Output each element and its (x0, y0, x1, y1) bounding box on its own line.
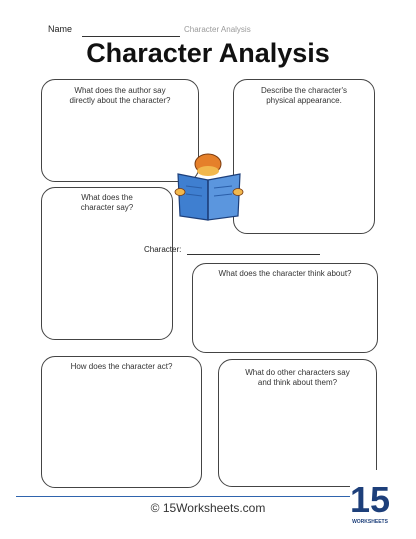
box-character-says[interactable] (41, 187, 173, 340)
footer-divider (16, 496, 356, 497)
box-question: How does the character act? (70, 362, 173, 371)
box-character-thinks[interactable] (192, 263, 378, 353)
footer-copyright: © 15Worksheets.com (150, 501, 266, 515)
reading-character-icon (172, 152, 248, 224)
logo-text: WORKSHEETS (352, 519, 388, 525)
header-subtitle: Character Analysis (184, 25, 251, 34)
name-line[interactable] (82, 36, 180, 37)
box-question: What do other characters say and think about them? (245, 368, 350, 387)
box-question: What does the character say? (80, 193, 134, 212)
box-question: What does the author say directly about the character? (69, 86, 171, 105)
box-others-think[interactable] (218, 359, 377, 487)
box-physical-appearance[interactable] (233, 79, 375, 234)
character-label: Character: (144, 245, 182, 254)
box-question: Describe the character's physical appearance. (260, 86, 347, 105)
logo-number: 15 (350, 479, 390, 520)
box-question: What does the character think about? (218, 269, 352, 278)
worksheets-logo-icon (350, 470, 390, 530)
character-name-line[interactable] (187, 254, 320, 255)
name-label: Name (48, 24, 73, 34)
box-character-acts[interactable] (41, 356, 202, 488)
page-title: Character Analysis (86, 38, 330, 68)
